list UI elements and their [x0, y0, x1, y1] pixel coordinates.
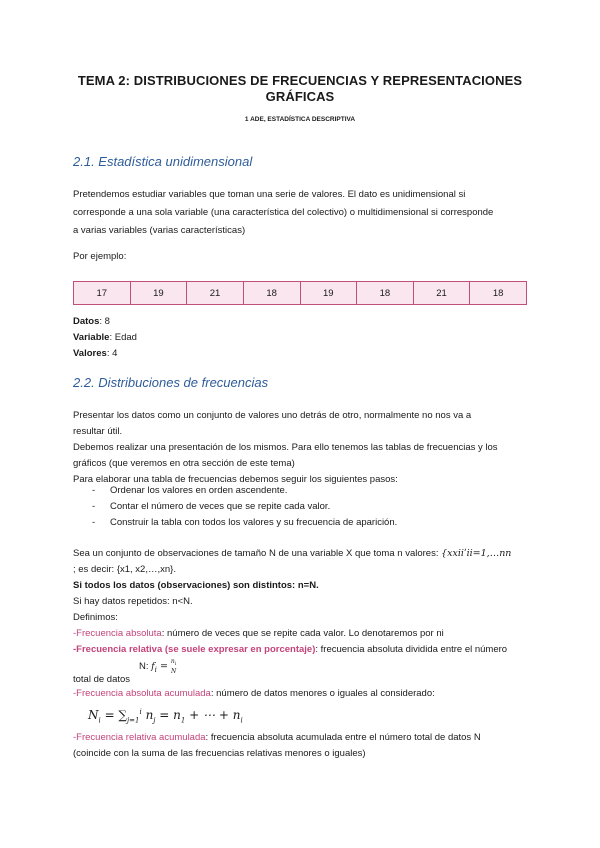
document-title: TEMA 2: DISTRIBUCIONES DE FRECUENCIAS Y REPRESENTACIONES GRÁFICAS	[77, 73, 523, 104]
paragraph-line: resultar útil.	[73, 426, 123, 437]
observations-line-2: ; es decir: {x1, x2,…,xn}.	[73, 564, 176, 575]
table-cell: 18	[357, 282, 414, 305]
step-text: Contar el número de veces que se repite cada valor.	[110, 501, 331, 512]
table-cell: 18	[243, 282, 300, 305]
data-summary	[73, 314, 533, 362]
cumulative-relative-label: -Frecuencia relativa acumulada	[73, 732, 206, 743]
relative-frequency-formula	[139, 658, 176, 675]
example-label: Por ejemplo:	[73, 251, 127, 262]
relative-frequency-cont: total de datos	[73, 674, 131, 685]
definimos-label: Definimos:	[73, 612, 118, 623]
step-text: Construir la tabla con todos los valores y su frecuencia de aparición.	[110, 517, 398, 528]
list-item: - Construir la tabla con todos los valores y su frecuencia de aparición.	[92, 517, 398, 528]
cumulative-relative-line	[73, 730, 533, 746]
formula-prefix: N:	[139, 661, 152, 673]
values-table	[73, 281, 527, 305]
datos-label: Datos	[73, 316, 100, 327]
formula-math: $f_i = n_i$ N	[151, 658, 177, 676]
absolute-frequency-def	[73, 626, 543, 642]
variable-line	[73, 330, 533, 346]
variable-label: Variable	[73, 332, 110, 343]
datos-line	[73, 314, 533, 330]
table-cell: 19	[300, 282, 357, 305]
relative-frequency-def	[73, 642, 543, 658]
table-cell: 18	[470, 282, 527, 305]
table-cell: 21	[413, 282, 470, 305]
table-cell: 19	[130, 282, 187, 305]
table-row	[74, 282, 527, 305]
section-heading-1: 2.1. Estadística unidimensional	[73, 154, 253, 169]
valores-label: Valores	[73, 348, 107, 359]
datos-value: : 8	[99, 316, 110, 327]
definitions-block	[73, 546, 543, 658]
section-heading-2: 2.2. Distribuciones de frecuencias	[73, 375, 269, 390]
relative-frequency-text: : frecuencia absoluta dividida entre el número	[315, 644, 508, 655]
paragraph-line: corresponde a una sola variable (una característica del colectivo) o multidimensional si corresponde	[73, 207, 494, 218]
observations-math: {xxiiʹii=1,…nn	[441, 548, 512, 559]
relative-frequency-label: -Frecuencia relativa (se suele expresar en porcentaje)	[73, 644, 316, 655]
document-subtitle: 1 ADE, ESTADÍSTICA DESCRIPTIVA	[244, 116, 356, 123]
section1-paragraph	[73, 186, 533, 240]
list-item: - Ordenar los valores en orden ascendente.	[92, 485, 288, 496]
cumulative-relative-cont: (coincide con la suma de las frecuencias relativas menores o iguales)	[73, 748, 366, 759]
valores-value: : 4	[106, 348, 118, 359]
paragraph-line: Presentar los datos como un conjunto de valores uno detrás de otro, normalmente no nos va a	[73, 410, 472, 421]
cumulative-absolute-formula: $N_i = \sum_{j=1}^i$ $n_j = n_1$ + ⋯ + $n_i$	[88, 708, 243, 725]
observations-text: Sea un conjunto de observaciones de tamaño N de una variable X que toma n valores:	[73, 548, 442, 559]
step-text: Ordenar los valores en orden ascendente.	[110, 485, 288, 496]
cumulative-relative-def	[73, 730, 533, 762]
distinct-statement: Si todos los datos (observaciones) son distintos: n=N.	[73, 580, 319, 591]
absolute-frequency-text: : número de veces que se repite cada valor. Lo denotaremos por ni	[161, 628, 444, 639]
cumulative-absolute-text: : número de datos menores o iguales al considerado:	[210, 688, 435, 699]
paragraph-line: Debemos realizar una presentación de los mismos. Para ello tenemos las tablas de frecuencias y los	[73, 442, 498, 453]
cumulative-relative-text: : frecuencia absoluta acumulada entre el número total de datos N	[205, 732, 481, 743]
cumulative-absolute-def	[73, 685, 533, 703]
list-item: - Contar el número de veces que se repite cada valor.	[92, 501, 331, 512]
paragraph-line: Para elaborar una tabla de frecuencias debemos seguir los siguientes pasos:	[73, 474, 398, 485]
table-cell: 21	[187, 282, 244, 305]
cumulative-absolute-label: -Frecuencia absoluta acumulada	[73, 688, 211, 699]
variable-value: : Edad	[109, 332, 137, 343]
paragraph-line: gráficos (que veremos en otra sección de este tema)	[73, 458, 295, 469]
steps-list	[92, 483, 397, 531]
absolute-frequency-label: -Frecuencia absoluta	[73, 628, 162, 639]
observations-line	[73, 546, 543, 562]
paragraph-line: Pretendemos estudiar variables que toman una serie de valores. El dato es unidimensional si	[73, 189, 466, 200]
valores-line	[73, 346, 533, 362]
repeated-statement: Si hay datos repetidos: n<N.	[73, 596, 193, 607]
table-cell: 17	[74, 282, 131, 305]
section2-paragraph	[73, 408, 533, 488]
paragraph-line: a varias variables (varias características)	[73, 225, 246, 236]
